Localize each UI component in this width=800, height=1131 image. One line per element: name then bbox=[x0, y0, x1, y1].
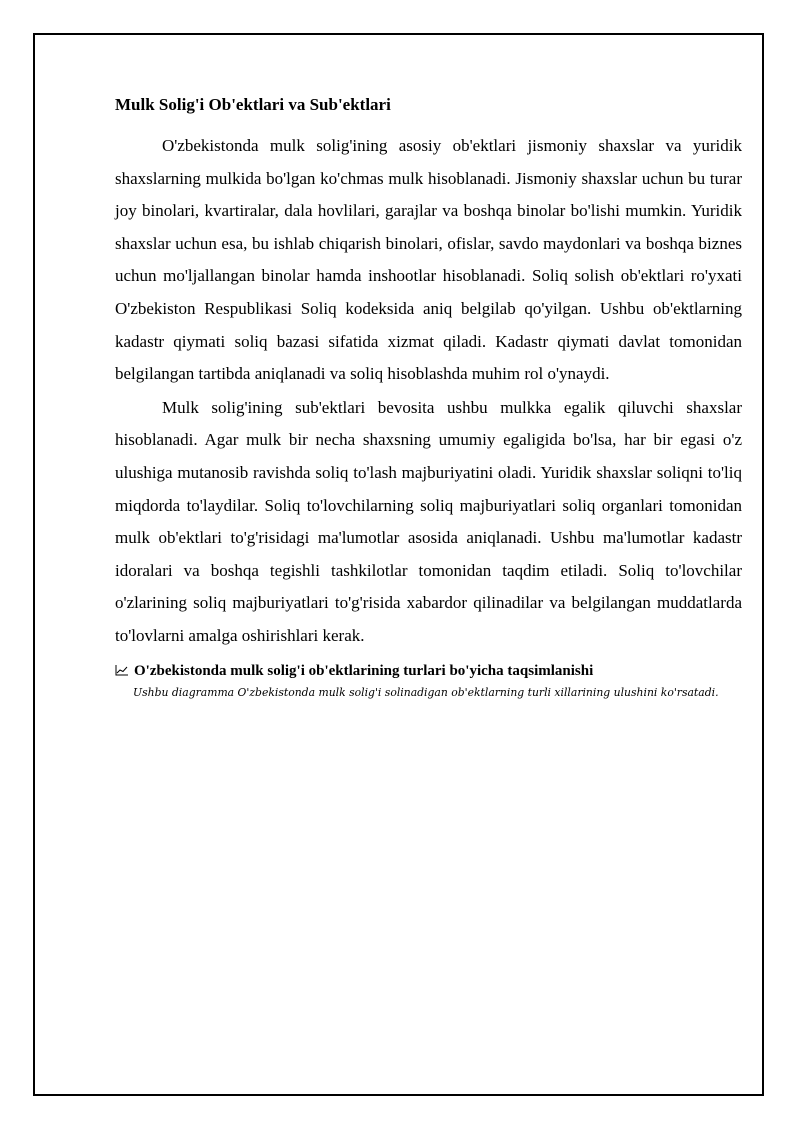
chart-icon bbox=[115, 662, 129, 674]
paragraph-subjects: Mulk solig'ining sub'ektlari bevosita ushbu mulkka egalik qiluvchi shaxslar hisoblanadi. Agar mulk bir necha shaxsning umumiy egaligida bo'lsa, har bir egasi o'z ulushiga mutanosib ravishda soliq to'lash majburiyatini oladi. Yuridik shaxslar soliqni to'liq miqdorda to'laydilar. Soliq to'lovchilarning soliq majburiyatlari soliq organlari tomonidan mulk ob'ektlari to'g'risidagi ma'lumotlar asosida aniqlanadi. Ushbu ma'lumotlar kadastr idoralari va boshqa tegishli tashkilotlar tomonidan taqdim etiladi. Soliq to'lovchilar o'zlarining soliq majburiyatlari to'g'risida xabardor qilinadilar va belgilangan muddatlarda to'lovlarni amalga oshirishlari kerak. bbox=[115, 397, 742, 645]
section-heading: Mulk Solig'i Ob'ektlari va Sub'ektlari bbox=[115, 95, 391, 114]
figure-note: Ushbu diagramma O'zbekistonda mulk solig'i solinadigan ob'ektlarning turli xillarining ulushini ko'rsatadi. bbox=[133, 685, 719, 699]
figure-caption-text: O'zbekistonda mulk solig'i ob'ektlarining turlari bo'yicha taqsimlanishi bbox=[134, 662, 594, 679]
figure-caption bbox=[115, 661, 742, 681]
paragraph-objects: O'zbekistonda mulk solig'ining asosiy ob'ektlari jismoniy shaxslar va yuridik shaxslarning mulkida bo'lgan ko'chmas mulk hisoblanadi. Jismoniy shaxslar uchun bu turar joy binolari, kvartiralar, dala hovlilari, garajlar va boshqa binolar bo'lishi mumkin. Yuridik shaxslar uchun esa, bu ishlab chiqarish binolari, ofislar, savdo maydonlari va boshqa biznes uchun mo'ljallangan binolar hamda inshootlar hisoblanadi. Soliq solish ob'ektlari ro'yxati O'zbekiston Respublikasi Soliq kodeksida aniq belgilab qo'yilgan. Ushbu ob'ektlarning kadastr qiymati soliq bazasi sifatida xizmat qiladi. Kadastr qiymati davlat tomonidan belgilangan tartibda aniqlanadi va soliq hisoblashda muhim rol o'ynaydi. bbox=[115, 136, 742, 384]
document-body bbox=[115, 94, 742, 700]
